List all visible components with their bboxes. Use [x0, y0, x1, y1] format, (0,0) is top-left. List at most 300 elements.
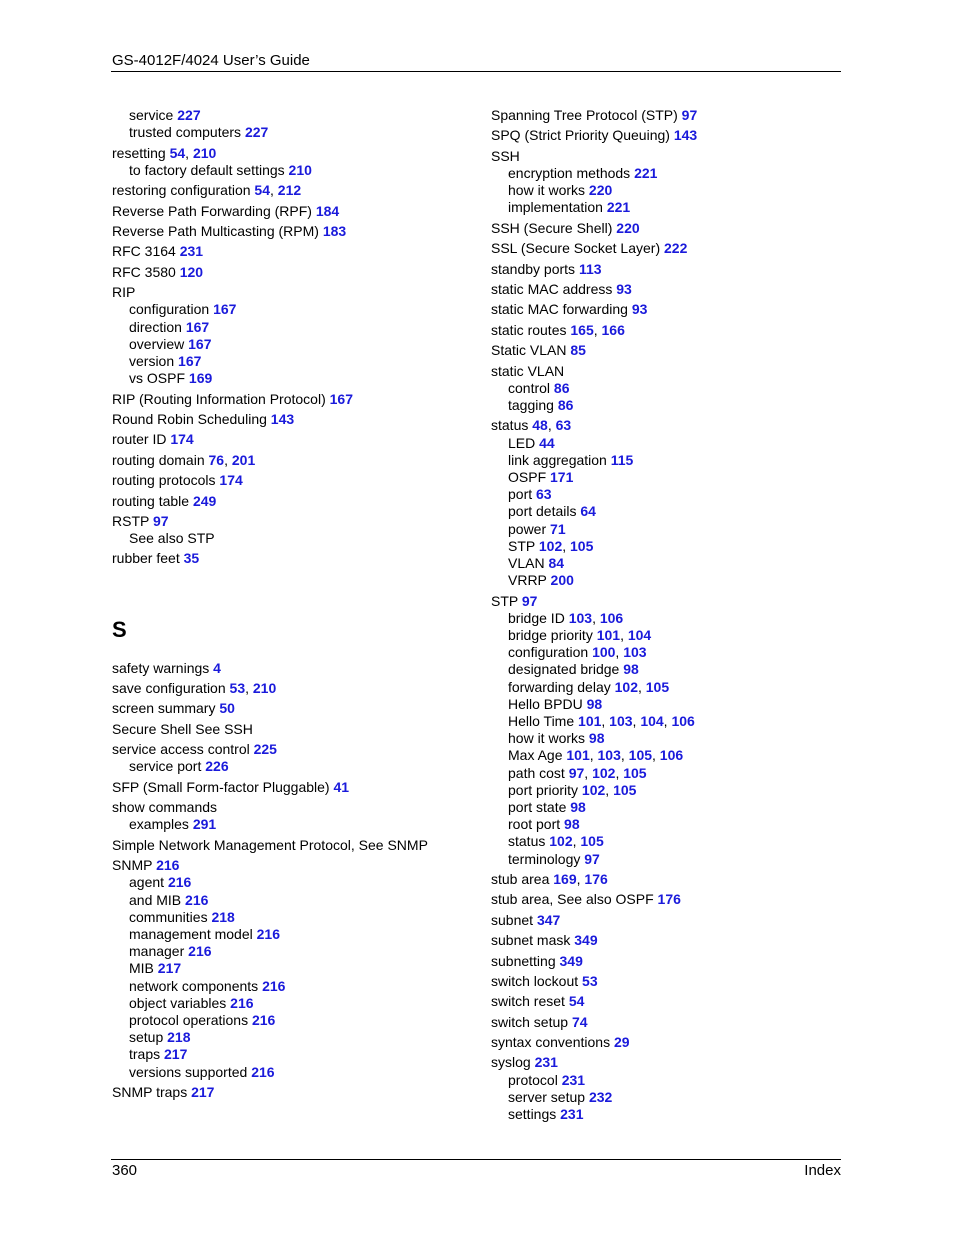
index-entry: routing domain 76, 201 — [112, 451, 256, 468]
page-reference-link[interactable]: 218 — [167, 1029, 191, 1046]
index-subentry — [112, 107, 472, 124]
page-reference-link[interactable]: 97 — [521, 592, 538, 609]
index-entry — [112, 284, 472, 301]
index-subentry — [112, 758, 472, 775]
page-reference-link[interactable]: 98 — [623, 661, 639, 678]
index-term: how it works — [508, 730, 586, 747]
page-reference-link[interactable]: 183 — [322, 222, 347, 239]
index-entry — [491, 301, 841, 318]
page-reference-link[interactable]: 167 — [213, 301, 237, 318]
index-entry — [491, 127, 841, 144]
page-reference-link[interactable]: 86 — [557, 396, 574, 413]
index-entry — [112, 660, 472, 677]
page-reference-link[interactable]: 85 — [570, 342, 586, 359]
page-reference-link[interactable]: 167 — [178, 352, 202, 369]
index-term: Simple Network Management Protocol, See SNMP — [112, 836, 428, 853]
index-entry — [491, 993, 841, 1010]
index-subentry: bridge priority 101, 104 — [508, 626, 652, 643]
index-subentry — [112, 530, 472, 547]
page-reference-link[interactable]: 212 — [277, 182, 302, 199]
index-entry — [491, 363, 841, 380]
index-term: protocol — [508, 1071, 558, 1088]
index-subentry: configuration 100, 103 — [508, 644, 647, 661]
page-reference-link[interactable]: 231 — [534, 1054, 558, 1071]
index-term: overview — [129, 335, 185, 352]
index-term: vs OSPF — [129, 370, 186, 387]
page-reference-link[interactable]: 71 — [550, 520, 566, 537]
page-reference-link[interactable]: 105 — [628, 747, 653, 764]
index-term: static MAC address — [491, 280, 613, 297]
page-reference-link[interactable]: 41 — [333, 778, 350, 795]
index-subentry — [112, 1029, 472, 1046]
index-term: root port — [508, 816, 561, 833]
index-subentry — [112, 995, 472, 1012]
index-term: path cost — [508, 764, 565, 781]
index-term: restoring configuration — [112, 182, 251, 199]
page-reference-link[interactable]: 113 — [578, 260, 602, 277]
index-entry — [112, 857, 472, 874]
index-term: configuration — [129, 301, 210, 318]
index-term: See also STP — [129, 530, 215, 547]
page-reference-link[interactable]: 221 — [634, 164, 658, 181]
index-subentry — [112, 960, 472, 977]
index-term: RSTP — [112, 512, 150, 529]
index-term: rubber feet — [112, 550, 180, 567]
index-term: terminology — [508, 850, 581, 867]
page-reference-link[interactable]: 54 — [169, 144, 186, 161]
index-subentry — [112, 353, 472, 370]
page-reference-link[interactable]: 143 — [270, 410, 295, 427]
page-reference-link[interactable]: 102 — [592, 764, 616, 781]
page-reference-link[interactable]: 200 — [550, 572, 574, 589]
page-reference-link[interactable]: 165 — [570, 321, 594, 338]
index-term: implementation — [508, 199, 603, 216]
index-entry — [491, 932, 841, 949]
index-term: trusted computers — [129, 124, 242, 141]
index-term: STP — [491, 592, 518, 609]
page-reference-link[interactable]: 231 — [179, 243, 204, 260]
page-reference-link[interactable]: 105 — [623, 764, 647, 781]
index-entry — [491, 953, 841, 970]
page-reference-link[interactable]: 53 — [229, 680, 246, 697]
index-entry — [491, 593, 841, 610]
index-entry — [112, 779, 472, 796]
index-subentry — [112, 816, 472, 833]
page-reference-link[interactable]: 226 — [205, 758, 229, 775]
page-reference-link[interactable]: 176 — [657, 891, 681, 908]
page-reference-link[interactable]: 93 — [616, 280, 632, 297]
page-reference-link[interactable]: 105 — [645, 678, 670, 695]
index-subentry: Max Age 101, 103, 105, 106 — [508, 747, 684, 764]
page-reference-link[interactable]: 101 — [566, 747, 590, 764]
header-divider — [111, 71, 841, 72]
index-term: status — [508, 833, 546, 850]
page-reference-link[interactable]: 216 — [188, 943, 212, 960]
page-reference-link[interactable]: 167 — [329, 390, 353, 407]
index-term: save configuration — [112, 680, 226, 697]
page-reference-link[interactable]: 103 — [609, 712, 633, 729]
page-reference-link[interactable]: 103 — [597, 747, 621, 764]
page-reference-link[interactable]: 4 — [213, 659, 221, 676]
index-subentry — [491, 503, 841, 520]
index-subentry — [112, 162, 472, 179]
page-reference-link[interactable]: 216 — [167, 874, 192, 891]
page-reference-link[interactable]: 216 — [256, 926, 280, 943]
index-term: safety warnings — [112, 659, 210, 676]
page-reference-link[interactable]: 103 — [623, 644, 647, 661]
index-entry: restoring configuration 54, 212 — [112, 182, 302, 199]
index-section-letter: S — [112, 616, 127, 642]
index-term: bridge priority — [508, 626, 593, 643]
page-reference-link[interactable]: 98 — [588, 730, 605, 747]
page-reference-link[interactable]: 76 — [208, 451, 225, 468]
index-column-right — [491, 107, 841, 1123]
index-term: object variables — [129, 994, 227, 1011]
page-reference-link[interactable]: 115 — [610, 451, 634, 468]
index-term: communities — [129, 908, 208, 925]
page-reference-link[interactable]: 232 — [588, 1088, 613, 1105]
page-reference-link[interactable]: 222 — [664, 240, 688, 257]
page-reference-link[interactable]: 216 — [156, 857, 180, 874]
page-reference-link[interactable]: 97 — [568, 764, 585, 781]
page-reference-link[interactable]: 104 — [640, 712, 664, 729]
index-entry — [112, 391, 472, 408]
page-reference-link[interactable]: 120 — [179, 263, 204, 280]
index-entry — [112, 513, 472, 530]
index-subentry — [491, 397, 841, 414]
index-entry — [112, 223, 472, 240]
page-reference-link[interactable]: 97 — [152, 512, 169, 529]
page-reference-link[interactable]: 105 — [570, 537, 594, 554]
page-reference-link[interactable]: 220 — [616, 219, 640, 236]
index-subentry — [112, 124, 472, 141]
page-reference-link[interactable]: 349 — [574, 932, 598, 949]
index-entry — [491, 261, 841, 278]
page-reference-link[interactable]: 174 — [219, 472, 243, 489]
page-reference-link[interactable]: 291 — [192, 816, 217, 833]
index-term: version — [129, 352, 175, 369]
index-subentry — [491, 799, 841, 816]
index-entry — [491, 220, 841, 237]
index-entry — [491, 1054, 841, 1071]
index-term: subnet — [491, 911, 534, 928]
page-reference-link[interactable]: 101 — [596, 626, 621, 643]
index-term: port details — [508, 503, 577, 520]
index-term: traps — [129, 1046, 161, 1063]
index-term: stub area, See also OSPF — [491, 891, 654, 908]
index-term: power — [508, 520, 547, 537]
index-subentry — [112, 1046, 472, 1063]
index-term: port state — [508, 798, 567, 815]
index-subentry — [491, 435, 841, 452]
index-term: agent — [129, 874, 165, 891]
page-reference-link[interactable]: 97 — [681, 107, 698, 123]
index-term: RIP — [112, 284, 136, 301]
index-term: routing domain — [112, 451, 205, 468]
page-reference-link[interactable]: 64 — [580, 503, 596, 520]
index-entry: static routes 165, 166 — [491, 321, 625, 338]
index-subentry — [112, 926, 472, 943]
index-entry — [491, 891, 841, 908]
page-header-title: GS-4012F/4024 User’s Guide — [112, 52, 310, 69]
index-entry — [112, 493, 472, 510]
page-reference-link[interactable]: 53 — [582, 972, 598, 989]
index-term: VRRP — [508, 572, 547, 589]
index-term: SPQ (Strict Priority Queuing) — [491, 127, 670, 144]
index-term: Spanning Tree Protocol (STP) — [491, 107, 678, 123]
footer-section-name: Index — [804, 1162, 841, 1179]
page-reference-link[interactable]: 210 — [252, 680, 277, 697]
page-reference-link[interactable]: 102 — [614, 678, 638, 695]
page-reference-link[interactable]: 349 — [559, 952, 583, 969]
page-reference-link[interactable]: 347 — [536, 911, 561, 928]
index-subentry: bridge ID 103, 106 — [508, 609, 624, 626]
index-term: static VLAN — [491, 362, 565, 379]
page-reference-link[interactable]: 48 — [532, 417, 548, 434]
index-term: subnet mask — [491, 932, 571, 949]
footer-divider — [111, 1159, 841, 1160]
index-entry — [112, 741, 472, 758]
index-entry — [491, 973, 841, 990]
page-reference-link[interactable]: 101 — [578, 712, 602, 729]
page-reference-link[interactable]: 176 — [584, 870, 608, 887]
page-reference-link[interactable]: 54 — [254, 182, 270, 199]
page-reference-link[interactable]: 50 — [219, 700, 235, 717]
index-subentry — [491, 1072, 841, 1089]
page-reference-link[interactable]: 220 — [588, 182, 613, 199]
page-reference-link[interactable]: 217 — [164, 1046, 188, 1063]
index-subentry — [491, 661, 841, 678]
page-reference-link[interactable]: 216 — [251, 1063, 275, 1080]
page-reference-link[interactable]: 167 — [188, 335, 212, 352]
index-subentry — [112, 370, 472, 387]
index-term: syslog — [491, 1054, 531, 1071]
page-reference-link[interactable]: 166 — [601, 321, 625, 338]
page-reference-link[interactable]: 216 — [262, 977, 286, 994]
page-reference-link[interactable]: 63 — [536, 486, 552, 503]
page-reference-link[interactable]: 249 — [192, 492, 217, 509]
page-reference-link[interactable]: 174 — [170, 431, 194, 448]
index-column-left — [112, 107, 472, 1101]
page-reference-link[interactable]: 167 — [185, 318, 210, 335]
index-term: RIP (Routing Information Protocol) — [112, 390, 326, 407]
index-subentry — [491, 521, 841, 538]
page-number: 360 — [112, 1162, 138, 1179]
index-term: configuration — [508, 644, 589, 661]
index-term: port — [508, 486, 533, 503]
index-subentry — [112, 1012, 472, 1029]
page-reference-link[interactable]: 171 — [550, 468, 574, 485]
index-term: and MIB — [129, 891, 182, 908]
index-term: examples — [129, 816, 189, 833]
index-term: port priority — [508, 781, 579, 798]
page-reference-link[interactable]: 106 — [659, 747, 684, 764]
index-term: network components — [129, 977, 259, 994]
index-term: stub area — [491, 870, 550, 887]
page-reference-link[interactable]: 231 — [561, 1071, 586, 1088]
index-subentry: path cost 97, 102, 105 — [508, 764, 647, 781]
index-subentry — [491, 1106, 841, 1123]
page-reference-link[interactable]: 105 — [580, 833, 604, 850]
index-term: routing table — [112, 492, 190, 509]
index-term: Secure Shell See SSH — [112, 720, 253, 737]
index-term: VLAN — [508, 554, 545, 571]
index-entry — [112, 264, 472, 281]
index-entry — [112, 472, 472, 489]
index-term: server setup — [508, 1088, 586, 1105]
page-reference-link[interactable]: 216 — [251, 1012, 276, 1029]
index-entry: resetting 54, 210 — [112, 144, 217, 161]
page-reference-link[interactable]: 98 — [570, 798, 586, 815]
index-subentry — [491, 182, 841, 199]
page-reference-link[interactable]: 54 — [568, 993, 585, 1010]
page-reference-link[interactable]: 218 — [211, 908, 235, 925]
index-term: link aggregation — [508, 451, 607, 468]
index-term: management model — [129, 926, 253, 943]
page-reference-link[interactable]: 74 — [571, 1013, 588, 1030]
page-reference-link[interactable]: 84 — [548, 554, 565, 571]
index-entry — [491, 107, 841, 124]
page-reference-link[interactable]: 231 — [560, 1106, 584, 1123]
page-reference-link[interactable]: 102 — [581, 781, 606, 798]
index-entry — [112, 799, 472, 816]
index-entry — [112, 700, 472, 717]
index-term: manager — [129, 943, 185, 960]
page-reference-link[interactable]: 98 — [586, 695, 603, 712]
page-reference-link[interactable]: 169 — [553, 870, 577, 887]
index-term: RFC 3164 — [112, 243, 176, 260]
index-term: routing protocols — [112, 472, 216, 489]
page-reference-link[interactable]: 98 — [564, 816, 580, 833]
page-reference-link[interactable]: 216 — [185, 891, 209, 908]
index-entry — [112, 431, 472, 448]
page-reference-link[interactable]: 221 — [606, 199, 631, 216]
index-term: switch lockout — [491, 972, 579, 989]
page-reference-link[interactable]: 217 — [191, 1084, 215, 1101]
page-reference-link[interactable]: 102 — [549, 833, 573, 850]
index-term: show commands — [112, 799, 218, 816]
index-term: status — [491, 417, 529, 434]
index-entry — [112, 1084, 472, 1101]
page-reference-link[interactable]: 216 — [230, 994, 254, 1011]
page-reference-link[interactable]: 227 — [177, 107, 201, 123]
page-reference-link[interactable]: 63 — [555, 417, 572, 434]
index-term: syntax conventions — [491, 1034, 611, 1051]
page-reference-link[interactable]: 143 — [673, 127, 698, 144]
page-reference-link[interactable]: 86 — [553, 379, 570, 396]
index-subentry — [491, 730, 841, 747]
index-subentry — [491, 1089, 841, 1106]
page-reference-link[interactable]: 106 — [599, 609, 624, 626]
index-term: service access control — [112, 741, 250, 758]
index-subentry: status 102, 105 — [508, 833, 604, 850]
index-subentry: forwarding delay 102, 105 — [508, 678, 670, 695]
index-term: settings — [508, 1106, 557, 1123]
index-term: to factory default settings — [129, 161, 285, 178]
page-reference-link[interactable]: 35 — [183, 550, 200, 567]
index-term: subnetting — [491, 952, 556, 969]
index-term: SSH (Secure Shell) — [491, 219, 613, 236]
index-term: tagging — [508, 396, 554, 413]
page-reference-link[interactable]: 97 — [584, 850, 600, 867]
page-reference-link[interactable]: 29 — [613, 1034, 630, 1051]
index-term: forwarding delay — [508, 678, 611, 695]
index-subentry: STP 102, 105 — [508, 537, 594, 554]
index-term: service port — [129, 758, 202, 775]
page-reference-link[interactable]: 217 — [157, 960, 182, 977]
page-reference-link[interactable]: 227 — [244, 124, 269, 141]
index-term: SNMP traps — [112, 1084, 188, 1101]
index-term: protocol operations — [129, 1012, 249, 1029]
page-reference-link[interactable]: 169 — [188, 370, 213, 387]
index-subentry — [491, 165, 841, 182]
index-entry: save configuration 53, 210 — [112, 680, 277, 697]
index-term: control — [508, 379, 551, 396]
index-term: router ID — [112, 431, 167, 448]
index-entry — [112, 203, 472, 220]
index-term: standby ports — [491, 260, 576, 277]
index-term: STP — [508, 537, 535, 554]
index-entry — [112, 411, 472, 428]
page-reference-link[interactable]: 201 — [231, 451, 256, 468]
page-reference-link[interactable]: 93 — [631, 301, 648, 318]
page-reference-link[interactable]: 184 — [315, 202, 340, 219]
page-reference-link[interactable]: 210 — [192, 144, 217, 161]
index-subentry — [112, 874, 472, 891]
index-term: how it works — [508, 182, 586, 199]
page-reference-link[interactable]: 225 — [253, 741, 277, 758]
index-entry: status 48, 63 — [491, 417, 572, 434]
index-term: screen summary — [112, 700, 216, 717]
index-term: Round Robin Scheduling — [112, 410, 267, 427]
index-entry — [491, 240, 841, 257]
index-entry — [491, 1014, 841, 1031]
index-entry — [491, 148, 841, 165]
index-entry — [491, 912, 841, 929]
index-term: resetting — [112, 144, 166, 161]
index-subentry — [112, 892, 472, 909]
page-reference-link[interactable]: 104 — [627, 626, 652, 643]
index-entry: stub area 169, 176 — [491, 870, 608, 887]
page-reference-link[interactable]: 106 — [671, 712, 695, 729]
index-term: static MAC forwarding — [491, 301, 628, 318]
index-subentry — [491, 486, 841, 503]
page-reference-link[interactable]: 210 — [288, 161, 312, 178]
index-term: RFC 3580 — [112, 263, 176, 280]
index-term: SNMP — [112, 857, 153, 874]
index-subentry — [491, 199, 841, 216]
page-reference-link[interactable]: 102 — [538, 537, 563, 554]
index-term: Reverse Path Multicasting (RPM) — [112, 222, 319, 239]
index-term: switch setup — [491, 1013, 569, 1030]
page-reference-link[interactable]: 103 — [568, 609, 593, 626]
index-term: service — [129, 107, 174, 123]
index-subentry — [491, 572, 841, 589]
index-entry — [491, 1034, 841, 1051]
index-term: Hello Time — [508, 712, 575, 729]
index-subentry: Hello Time 101, 103, 104, 106 — [508, 712, 695, 729]
index-subentry — [491, 469, 841, 486]
index-term: static routes — [491, 321, 567, 338]
page-reference-link[interactable]: 100 — [592, 644, 616, 661]
index-term: designated bridge — [508, 661, 620, 678]
index-term: MIB — [129, 960, 154, 977]
index-entry — [112, 721, 472, 738]
index-subentry — [491, 380, 841, 397]
page-reference-link[interactable]: 44 — [539, 434, 555, 451]
page-reference-link[interactable]: 105 — [613, 781, 637, 798]
index-subentry — [491, 696, 841, 713]
